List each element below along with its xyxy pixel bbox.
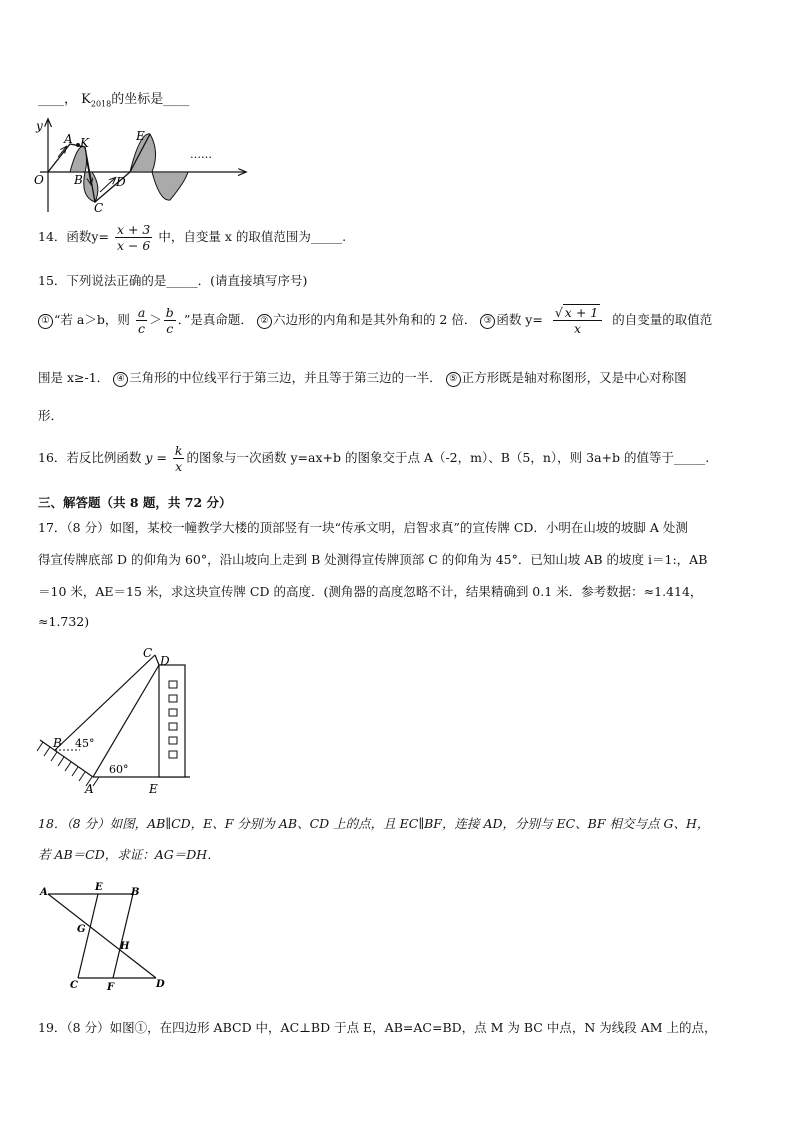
label-O: O [34,173,44,187]
denominator: x [175,459,183,474]
q15-stem: 下列说法正确的是 [66,273,167,288]
fraction [173,443,185,474]
label-E: E [95,882,103,893]
k-subscript: 2018 [90,99,112,109]
label-D: D [160,654,170,668]
answer-blank: _____ [674,450,706,465]
period: . [342,229,347,244]
label-B: B [131,887,140,898]
label-C: C [143,646,153,660]
radicand: x + 1 [564,305,599,320]
q17-line4: ≈1.732) [38,614,90,629]
angle-45: 45° [75,737,95,750]
text: 函数 y= [496,312,543,327]
label-C: C [94,201,104,215]
equation: y = [145,450,167,465]
answer-blank: _____ [166,273,198,288]
denominator: c [138,321,146,336]
circled-number: ② [257,314,272,329]
numerator: k [174,443,183,458]
angle-60: 60° [109,763,129,776]
text: ．”是真命题． [177,312,253,327]
circled-number: ① [38,314,53,329]
fraction [136,305,147,336]
comma: ， [64,92,78,107]
text: 若反比例函数 [66,450,142,465]
answer-blank: ____ [163,92,190,107]
q13-text: 的坐标是 [111,92,164,107]
q15-items-line2 [38,368,687,387]
numerator: x + 3 [116,222,151,237]
answer-blank: ____ [38,92,64,107]
fraction [164,305,176,336]
q13-answer-line [38,88,189,109]
label-D: D [116,175,126,189]
question-14 [38,222,346,253]
denominator: c [166,321,174,336]
label-F: F [107,982,115,993]
text: 三角形的中位线平行于第三边，并且等于第三边的一半． [129,370,442,385]
denominator: x − 6 [116,238,151,253]
q15-items-line1 [38,305,712,336]
q17-figure [35,645,210,795]
label-y: y [36,119,43,133]
label-H: H [120,941,130,952]
fraction [115,222,152,253]
denominator: x [574,321,582,336]
q14-post: 中，自变量 x 的取值范围为 [158,229,311,244]
label-A: A [40,887,48,898]
label-B: B [74,173,83,187]
k-label: K [81,92,91,107]
period: . [705,450,710,465]
shaded-region [70,146,87,172]
q15-tail: ．(请直接填写序号) [197,273,308,288]
label-C: C [70,980,78,991]
q18-line1: 18．（8 分）如图，AB∥CD，E、F 分别为 AB、CD 上的点，且 EC∥BF，连接 AD，分别与 EC、BF 相交与点 G、H， [38,816,710,831]
numerator: a [137,305,146,320]
q14-pre: 函数y= [66,229,109,244]
q13-graph [30,112,255,217]
label-D: D [156,979,165,990]
q18-figure [38,880,168,995]
q-number: 15． [38,273,67,288]
circled-number: ⑤ [446,372,461,387]
symbol: ＞ [149,312,162,327]
q15-items-line3 [38,406,63,424]
label-A: A [85,782,94,795]
q18-line2: 若 AB＝CD，求证：AG＝DH． [38,847,220,862]
label-G: G [77,924,86,935]
q17-line3: ＝10 米，AE＝15 米，求这块宣传牌 CD 的高度．(测角器的高度忽略不计，结果精确到 0.1 米．参考数据：≈1.414， [38,584,703,599]
text: 六边形的内角和是其外角和的 2 倍． [272,312,477,327]
text: 正方形既是轴对称图形，又是中心对称图 [461,370,687,385]
label-E: E [149,782,158,795]
numerator: b [165,305,174,320]
q17-line2: 得宣传牌底部 D 的仰角为 60°，沿山坡向上走到 B 处测得宣传牌顶部 C 的仰角为 45°．已知山坡 AB 的坡度 i＝1:，AB [38,552,708,567]
q17-line1: 17．（8 分）如图，某校一幢教学大楼的顶部竖有一块“传承文明，启智求真”的宣传牌 CD．小明在山坡的坡脚 A 处测 [38,520,688,535]
numerator: √ x + 1 [553,305,602,321]
question-16 [38,443,709,474]
label-K: K [80,136,89,150]
label-A: A [64,132,73,146]
text: 形． [38,408,64,423]
label-B: B [53,736,62,750]
q19-line1: 19．（8 分）如图①，在四边形 ABCD 中，AC⊥BD 于点 E，AB=AC=BD，点 M 为 BC 中点，N 为线段 AM 上的点， [38,1020,717,1035]
question-15 [38,271,307,289]
text: 的图象与一次函数 y=ax+b 的图象交于点 A（-2，m）、B（5，n），则 3a+b 的值等于 [186,450,674,465]
text: 围是 x≥-1． [38,370,110,385]
circled-number: ③ [480,314,495,329]
text: “若 a＞b，则 [54,312,130,327]
circled-number: ④ [113,372,128,387]
fraction [553,305,602,336]
q-number: 14． [38,229,67,244]
section-heading: 三、解答题（共 8 题，共 72 分） [38,495,232,510]
q-number: 16． [38,450,67,465]
ellipsis: …… [190,148,212,161]
text: 的自变量的取值范 [612,312,713,327]
shaded-region [152,172,188,200]
answer-blank: _____ [310,229,343,244]
label-E: E [136,129,145,143]
